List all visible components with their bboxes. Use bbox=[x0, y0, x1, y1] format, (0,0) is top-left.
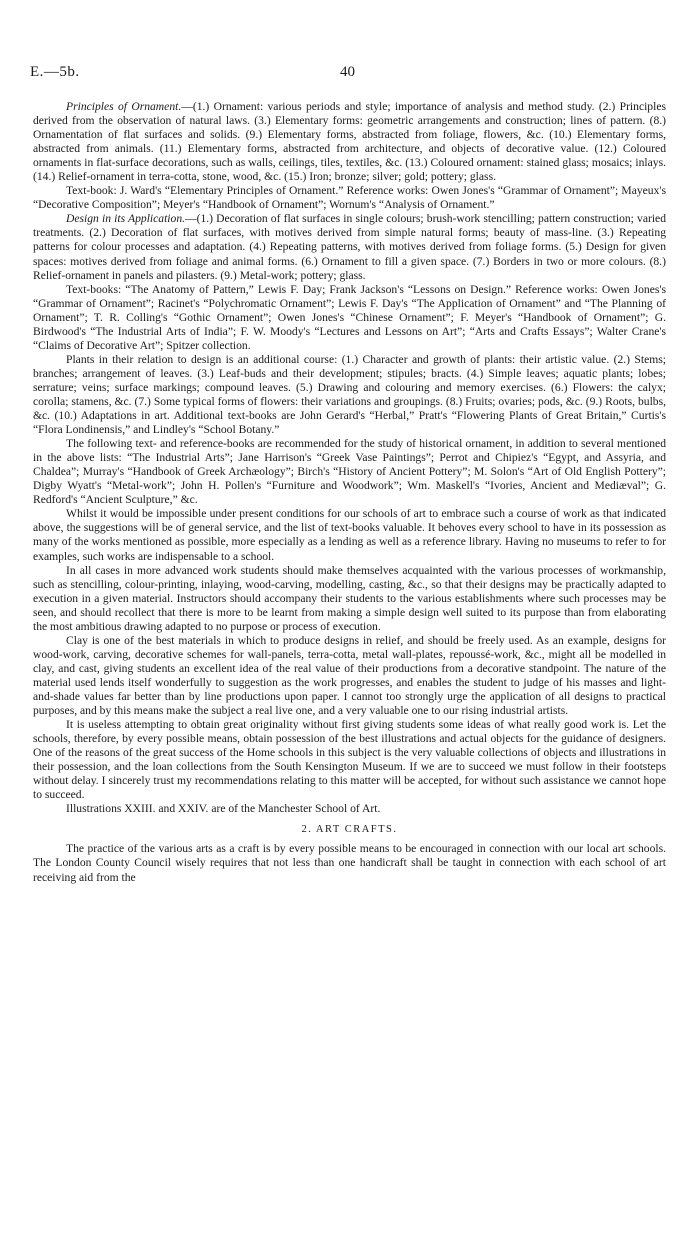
paragraph-text: —(1.) Decoration of flat surfaces in single colours; brush-work stencilling; pattern construction; varied treatments. (2.) Decoration of flat surfaces, with motives derived from simple natural forms; beauty of mass-line. (3.) Repeating patterns for colour processes and adaptation. (4.) Repeating patterns, with motives derived from foliage forms. (5.) Design for given spaces: motives derived from foliage and animal forms. (6.) Ornament to fill a given space. (7.) Borders in two or more colours. (8.) Relief-ornament in panels and pilasters. (9.) Metal-work; pottery; glass. bbox=[33, 212, 666, 282]
paragraph-text: It is useless attempting to obtain great originality without first giving students some ideas of what really good work is. Let the schools, therefore, by every possible means, obtain possession of the best illustrations and actual objects for the guidance of designers. One of the reasons of the great success of the Home schools in this subject is the very valuable collections of objects and illustrations in their possession, and the loan collections from the South Kensington Museum. If we are to succeed we must follow in their footsteps without delay. I sincerely trust my recommendations relating to this matter will be accepted, for without such assistance we cannot hope to succeed. bbox=[33, 718, 666, 802]
paragraph-text: Whilst it would be impossible under present conditions for our schools of art to embrace such a course of work as that indicated above, the suggestions will be of general service, and the list of text-books valuable. It behoves every school to have in its possession as many of the works mentioned as possible, more especially as a lending as well as a reference library. Having no museums to refer to for examples, such works are indispensable to a school. bbox=[33, 507, 666, 563]
paragraph-text: In all cases in more advanced work students should make themselves acquainted with the various processes of workmanship, such as stencilling, colour-printing, inlaying, wood-carving, modelling, casting, &c., so that their designs may be practically adapted to execution in a given material. Instructors should accompany their students to the various establishments where such processes may be seen, and should recollect that there is more to be learnt from making a simple design well suited to its purpose than from elaborating the most ambitious drawing adapted to no purpose or process of execution. bbox=[33, 563, 666, 633]
paragraph-text-books bbox=[33, 283, 666, 353]
paragraph-text: Text-book: J. Ward's “Elementary Principles of Ornament.” Reference works: Owen Jones's “Grammar of Ornament”; Mayeux's “Decorative Composition”; Meyer's “Handbook of Ornament”; Wornum's “Analysis of Ornament.” bbox=[33, 184, 666, 212]
page-number: 40 bbox=[340, 64, 355, 80]
paragraph-text: The following text- and reference-books are recommended for the study of historical ornament, in addition to several mentioned in the above lists: “The Industrial Arts”; Jane Harrison's “Greek Vase Paintings”; Perrot and Chipiez's “Egypt, and Assyria, and Chaldea”; Murray's “Handbook of Greek Archæology”; Birch's “History of Ancient Pottery”; M. Solon's “Art of Old English Pottery”; Digby Wyatt's “Metal-work”; John H. Pollen's “Furniture and Woodwork”; Wm. Maskell's “Ivories, Ancient and Mediæval”; G. Redford's “Ancient Sculpture,” &c. bbox=[33, 437, 666, 507]
paragraph-art-crafts bbox=[33, 842, 666, 884]
paragraph-text: Illustrations XXIII. and XXIV. are of the Manchester School of Art. bbox=[66, 802, 381, 816]
paragraph-plants bbox=[33, 353, 666, 437]
paragraph-whilst bbox=[33, 507, 666, 563]
section-title: 2. ART CRAFTS. bbox=[301, 824, 398, 836]
paragraph-lead: Design in its Application. bbox=[66, 212, 186, 226]
paragraph-lead: Principles of Ornament. bbox=[66, 100, 182, 113]
paragraph-text: —(1.) Ornament: various periods and style; importance of analysis and method study. (2.) Principles derived from the observation of natural laws. (3.) Elementary forms: geometric arrangements and construction; lines of pattern. (8.) Ornamentation of flat surfaces and solids. (9.) Elementary forms, abstracted from foliage, flowers, &c. (10.) Elementary forms, abstracted from animals. (11.) Elementary forms, abstracted from architecture, and objects of decorative value. (12.) Coloured ornaments in flat-surface decorations, such as walls, ceilings, tiles, textiles, &c. (13.) Coloured ornament: stained glass; mosaics; inlays. (14.) Relief-ornament in terra-cotta, stone, wood, &c. (15.) Iron; bronze; silver; gold; pottery; glass. bbox=[33, 100, 666, 184]
page-reference: E.—5b. bbox=[30, 64, 80, 80]
paragraph-text: Clay is one of the best materials in which to produce designs in relief, and should be freely used. As an example, designs for wood-work, carving, decorative schemes for wall-panels, terra-cotta, metal wall-plates, repoussé-work, &c., might all be modelled in clay, and cast, giving students an excellent idea of the real value of their productions from a decorative standpoint. The nature of the material used lends itself wonderfully to suggestion as the work progresses, and enables the student to judge of his masses and light-and-shade values far better than by line productions upon paper. I cannot too strongly urge the application of all designs to practical purposes, and by this means make the subject a real live one, and a very valuable one to our rising industrial artists. bbox=[33, 633, 666, 718]
paragraph-illustrations bbox=[33, 802, 666, 816]
paragraph-text: Text-books: “The Anatomy of Pattern,” Lewis F. Day; Frank Jackson's “Lessons on Design.” Reference works: Owen Jones's “Grammar of Ornament”; Racinet's “Polychromatic Ornament”; Lewis F. Day's “The Application of Ornament” and “The Planning of Ornament”; T. R. Colling's “Gothic Ornament”; Owen Jones's “Chinese Ornament”; F. Meyer's “Handbook of Ornament”; G. Birdwood's “The Industrial Arts of India”; F. W. Moody's “Lectures and Lessons on Art”; “Arts and Crafts Essays”; Walter Crane's “Claims of Decorative Art”; Spitzer collection. bbox=[33, 282, 666, 352]
paragraph-advanced-work bbox=[33, 564, 666, 634]
paragraph-design-in-its-application bbox=[33, 212, 666, 282]
paragraph-principles-of-ornament bbox=[33, 100, 666, 184]
document-body bbox=[33, 100, 666, 885]
paragraph-text: Plants in their relation to design is an additional course: (1.) Character and growth of plants: their artistic value. (2.) Stems; branches; arrangement of leaves. (3.) Leaf-buds and their development; stipules; bracts. (4.) Simple leaves; aquatic plants; lobes; serrature; veins; surface markings; compound leaves. (5.) Drawing and colouring and memory exercises. (6.) Flowers: the calyx; corolla; stamens, &c. (7.) Some typical forms of flowers: their variations and groupings. (8.) Fruits; ovaries; pods, &c. (9.) Roots, bulbs, &c. (10.) Adaptations in art. Additional text-books are John Gerard's “Herbal,” Pratt's “Flowering Plants of Great Britain,” Curtis's “Flora Londinensis,” and Lindley's “School Botany.” bbox=[33, 352, 666, 437]
paragraph-text-book bbox=[33, 184, 666, 212]
paragraph-clay bbox=[33, 634, 666, 718]
paragraph-originality bbox=[33, 718, 666, 802]
paragraph-text: The practice of the various arts as a craft is by every possible means to be encouraged in connection with our local art schools. The London County Council wisely requires that not less than one handicraft shall be taught in connection with each school of art receiving aid from the bbox=[33, 842, 666, 884]
paragraph-historical-ornament bbox=[33, 437, 666, 507]
